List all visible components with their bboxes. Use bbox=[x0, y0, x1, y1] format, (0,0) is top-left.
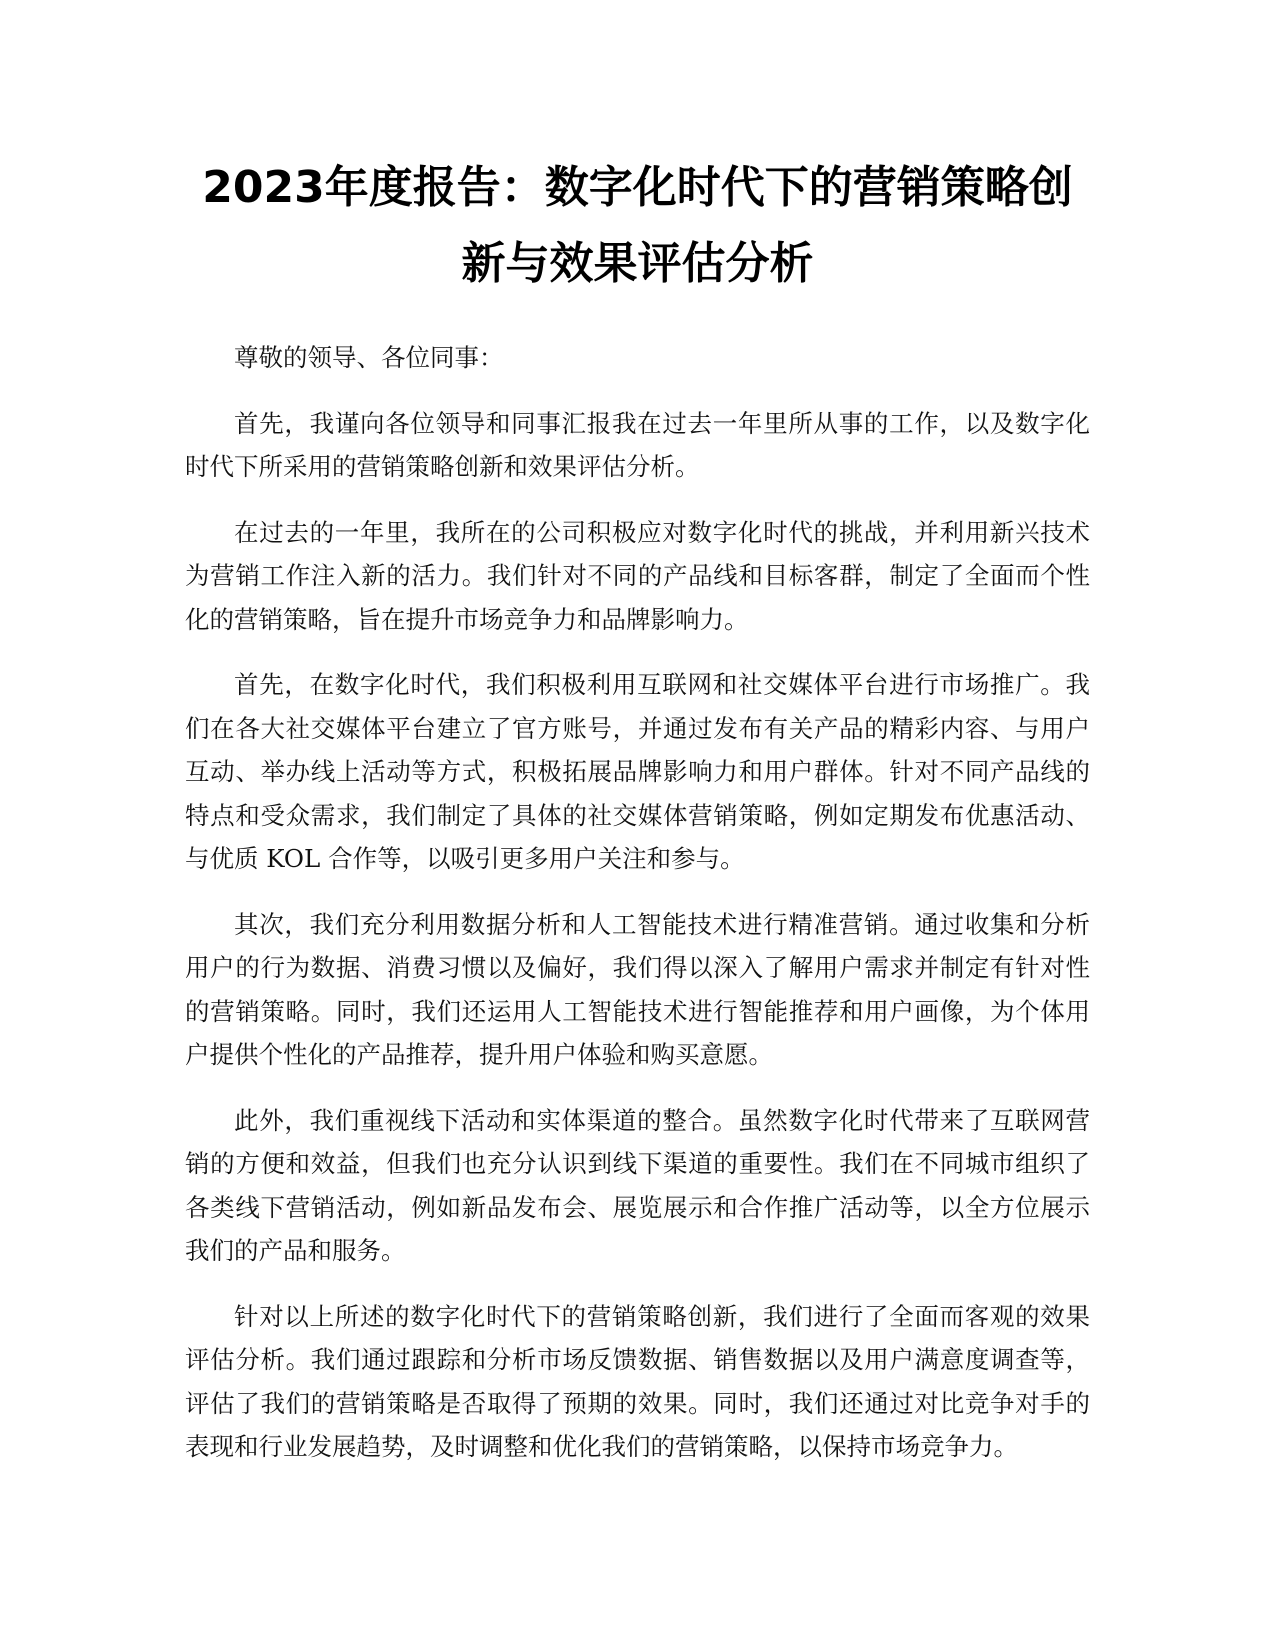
document-page bbox=[185, 150, 1090, 1491]
paragraph-3: 首先，在数字化时代，我们积极利用互联网和社交媒体平台进行市场推广。我们在各大社交媒体平台建立了官方账号，并通过发布有关产品的精彩内容、与用户互动、举办线上活动等方式，积极拓展品牌影响力和用户群体。针对不同产品线的特点和受众需求，我们制定了具体的社交媒体营销策略，例如定期发布优惠活动、与优质 KOL 合作等，以吸引更多用户关注和参与。 bbox=[185, 670, 1090, 873]
document-title: 2023年度报告：数字化时代下的营销策略创新与效果评估分析 bbox=[202, 162, 1073, 289]
paragraph-2: 在过去的一年里，我所在的公司积极应对数字化时代的挑战，并利用新兴技术为营销工作注入新的活力。我们针对不同的产品线和目标客群，制定了全面而个性化的营销策略，旨在提升市场竞争力和品牌影响力。 bbox=[185, 517, 1090, 634]
document-body bbox=[185, 336, 1090, 1469]
salutation: 尊敬的领导、各位同事： bbox=[234, 343, 504, 372]
paragraph-1: 首先，我谨向各位领导和同事汇报我在过去一年里所从事的工作，以及数字化时代下所采用的营销策略创新和效果评估分析。 bbox=[185, 408, 1090, 481]
paragraph-6: 针对以上所述的数字化时代下的营销策略创新，我们进行了全面而客观的效果评估分析。我们通过跟踪和分析市场反馈数据、销售数据以及用户满意度调查等，评估了我们的营销策略是否取得了预期的效果。同时，我们还通过对比竞争对手的表现和行业发展趋势，及时调整和优化我们的营销策略，以保持市场竞争力。 bbox=[185, 1301, 1090, 1461]
paragraph-4: 其次，我们充分利用数据分析和人工智能技术进行精准营销。通过收集和分析用户的行为数据、消费习惯以及偏好，我们得以深入了解用户需求并制定有针对性的营销策略。同时，我们还运用人工智能技术进行智能推荐和用户画像，为个体用户提供个性化的产品推荐，提升用户体验和购买意愿。 bbox=[185, 909, 1090, 1069]
paragraph-5: 此外，我们重视线下活动和实体渠道的整合。虽然数字化时代带来了互联网营销的方便和效益，但我们也充分认识到线下渠道的重要性。我们在不同城市组织了各类线下营销活动，例如新品发布会、展览展示和合作推广活动等，以全方位展示我们的产品和服务。 bbox=[185, 1105, 1090, 1265]
